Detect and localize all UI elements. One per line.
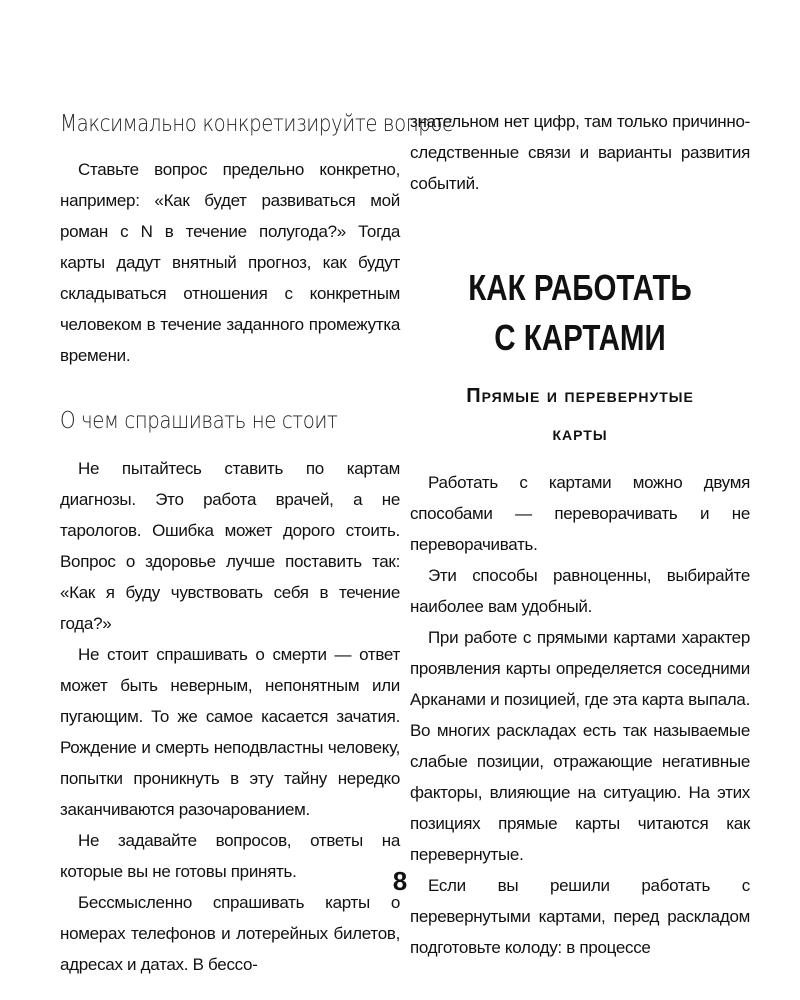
subheading-not-to-ask: О чем спрашивать не стоит — [60, 408, 338, 434]
chapter-title-line-1: КАК РАБОТАТЬ — [468, 267, 692, 308]
left-column — [60, 100, 453, 980]
paragraph: Работать с картами можно двумя способами — переворачивать и не переворачивать. — [410, 473, 750, 554]
subheading-concretize: Максимально конкретизируйте вопрос — [60, 111, 453, 137]
page-number: 8 — [392, 866, 408, 896]
section-title — [410, 377, 750, 453]
paragraph: Эти способы равноценны, выбирайте наиболее вам удобный. — [410, 566, 750, 616]
paragraph: Не стоит спрашивать о смерти — ответ может быть неверным, непонятным или пугающим. То же самое касается зачатия. Рождение и смерть неподвластны человеку, попытки проникнуть в эту тайну нередко заканчиваются разочарованием. — [60, 645, 400, 819]
paragraph: При работе с прямыми картами характер проявления карты определяется соседними Арканами и позицией, где эта карта выпала. Во многих раскладах есть так называемые слабые позиции, отражающие негативные факторы, влияющие на ситуацию. На этих позициях прямые карты читаются как перевернутые. — [410, 628, 750, 864]
chapter-title-line-2: С КАРТАМИ — [494, 317, 666, 358]
chapter-title — [410, 263, 750, 363]
paragraph-continuation: знательном нет цифр, там только причинно-следственные связи и варианты развития событий. — [410, 112, 750, 193]
paragraph: Ставьте вопрос предельно конкретно, например: «Как будет развиваться мой роман с N в течение полугода?» Тогда карты дадут внятный прогноз, как будут складываться отношения с конкретным человеком в течение заданного промежутка времени. — [60, 160, 400, 365]
paragraph: Если вы решили работать с перевернутыми картами, перед раскладом подготовьте колоду: в процессе — [410, 876, 750, 957]
paragraph: Бессмысленно спрашивать карты о номерах телефонов и лотерейных билетов, адресах и датах. В бессо- — [60, 893, 400, 974]
paragraph: Не пытайтесь ставить по картам диагнозы. Это работа врачей, а не тарологов. Ошибка может дорого стоить. Вопрос о здоровье лучше поставить так: «Как я буду чувствовать себя в течение года?» — [60, 459, 400, 633]
section-title-line-2: карты — [552, 423, 608, 445]
section-title-line-1: Прямые и перевернутые — [466, 385, 694, 407]
right-column — [410, 100, 750, 963]
paragraph: Не задавайте вопросов, ответы на которые вы не готовы принять. — [60, 831, 400, 881]
